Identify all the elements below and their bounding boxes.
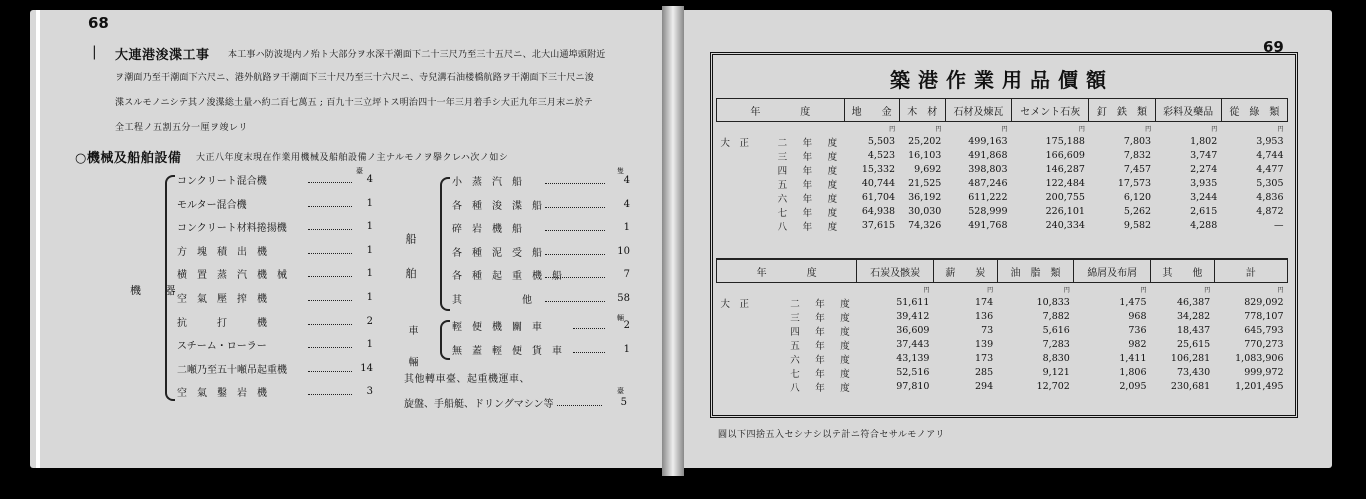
value-cell: 36,609	[896, 325, 930, 336]
value-cell: 10,833	[1036, 297, 1070, 308]
value-cell: 73,430	[1176, 367, 1211, 378]
value-cell: 15,332	[861, 164, 896, 175]
era-spacer	[717, 283, 765, 296]
era-cell	[717, 177, 765, 191]
list-item	[452, 318, 630, 333]
item-count: 10	[617, 245, 630, 257]
yen-unit: 円	[1204, 286, 1211, 294]
leader-dots	[545, 248, 605, 255]
item-name: 小 蒸 汽 船	[452, 177, 522, 188]
value-cell: 9,692	[914, 164, 942, 175]
item-name: 空 氣 鑿 岩 機	[177, 388, 267, 400]
value-cell: 34,282	[1176, 311, 1211, 322]
item-name: モルター混合機	[177, 199, 247, 211]
item-name: 各 種 浚 渫 船	[452, 200, 542, 212]
item-name: スチーム・ローラー	[177, 341, 267, 353]
item-name: 二噸乃至五十噸吊起重機	[177, 364, 287, 376]
value-cell: 97,810	[896, 381, 930, 392]
value-cell: 4,523	[867, 150, 896, 161]
margin-marker: |	[92, 44, 98, 60]
value-cell: 25,202	[908, 136, 942, 147]
value-cell: 398,803	[968, 164, 1008, 175]
item-count: 3	[366, 386, 373, 398]
list-item	[177, 196, 373, 211]
era-cell	[717, 324, 765, 338]
vehicles-label: 車 輛	[406, 325, 417, 367]
value-cell: 5,503	[867, 136, 896, 147]
value-cell: 3,747	[1190, 150, 1218, 161]
item-name: 方 塊 積 出 機	[177, 246, 267, 258]
year-spacer	[765, 283, 857, 296]
leader-dots	[308, 341, 352, 348]
value-cell: 294	[975, 381, 994, 392]
machines-brace	[165, 175, 175, 401]
value-cell: 139	[975, 339, 994, 350]
item-count: 1	[366, 244, 373, 256]
table-row	[717, 366, 1288, 380]
value-cell: 1,475	[1119, 297, 1147, 308]
year-header: 年 度	[717, 99, 845, 122]
yen-unit: 円	[923, 286, 930, 294]
value-cell: 40,744	[861, 178, 896, 189]
value-cell: 36,192	[908, 192, 942, 203]
value-cell: 4,872	[1256, 206, 1284, 217]
item-name: 無 蓋 輕 便 貨 車	[452, 346, 562, 357]
table-row	[717, 177, 1288, 191]
value-cell: 1,201,495	[1235, 381, 1284, 392]
value-cell: 52,516	[896, 367, 930, 378]
column-header: 從 綠 類	[1221, 99, 1287, 122]
table-row	[717, 135, 1288, 149]
value-cell: 6,120	[1123, 192, 1152, 203]
value-cell: 43,139	[896, 353, 930, 364]
year-cell: 三 年 度	[777, 151, 841, 163]
value-cell: 999,972	[1244, 367, 1284, 378]
item-name: 空 氣 壓 搾 機	[177, 294, 267, 305]
item-name: 碎 岩 機 船	[452, 224, 522, 236]
section2-intro: 大正八年度末現在作業用機械及船舶設備ノ主ナルモノヲ擧クレハ次ノ如シ	[196, 153, 509, 163]
item-name: 其 他	[452, 295, 532, 306]
column-header: 彩料及藥品	[1155, 99, 1221, 122]
leader-dots	[557, 399, 602, 406]
list-item	[452, 173, 630, 188]
list-item	[177, 219, 373, 234]
book-spine	[662, 6, 684, 476]
era-cell	[717, 205, 765, 219]
value-cell: 61,704	[861, 192, 896, 203]
column-header: 油 脂 類	[997, 259, 1074, 283]
list-item	[177, 290, 373, 305]
list-item	[452, 267, 630, 282]
yen-unit: 円	[1140, 286, 1147, 294]
value-cell: 1,411	[1119, 353, 1147, 364]
item-count: 1	[623, 344, 630, 355]
table-row	[717, 380, 1288, 394]
other-unit: 臺	[617, 387, 625, 395]
value-cell: 7,832	[1123, 150, 1152, 161]
era-cell	[717, 338, 765, 352]
yen-unit: 円	[889, 125, 896, 133]
column-header: 石材及煉瓦	[945, 99, 1011, 122]
value-cell: 4,288	[1190, 220, 1218, 231]
unit-row	[717, 122, 1288, 135]
value-cell: 2,274	[1190, 164, 1218, 175]
column-header: 地 金	[844, 99, 899, 122]
price-table-1	[716, 98, 1288, 233]
list-item	[177, 172, 373, 187]
value-cell: 645,793	[1244, 325, 1284, 336]
year-cell: 二 年 度	[790, 298, 853, 310]
year-cell: 四 年 度	[790, 326, 853, 338]
leader-dots	[308, 365, 352, 372]
item-count: 7	[623, 269, 630, 281]
value-cell: 968	[1128, 311, 1147, 322]
list-item	[177, 243, 373, 258]
item-count: 4	[623, 198, 630, 210]
leader-dots	[308, 270, 352, 277]
table-row	[717, 324, 1288, 338]
value-cell: —	[1274, 220, 1284, 231]
item-name: コンクリート混合機	[177, 176, 267, 187]
value-cell: 1,806	[1119, 367, 1147, 378]
item-count: 2	[366, 315, 373, 327]
footnote: 圓以下四捨五入セシナシ以テ計ニ符合セサルモノアリ	[718, 430, 945, 440]
yen-unit: 円	[1277, 125, 1284, 133]
table-row	[717, 338, 1288, 352]
value-cell: 166,609	[1045, 150, 1085, 161]
column-header: 其 他	[1151, 259, 1215, 283]
yen-unit: 円	[1078, 125, 1085, 133]
value-cell: 7,457	[1123, 164, 1152, 175]
value-cell: 230,681	[1170, 381, 1211, 392]
column-header: 石炭及骸炭	[857, 259, 934, 283]
item-count: 1	[366, 292, 373, 303]
list-item	[177, 266, 373, 281]
other-equipment-count: 5	[620, 397, 627, 408]
item-count: 1	[366, 268, 373, 280]
value-cell: 491,868	[968, 150, 1008, 161]
item-count: 1	[366, 339, 373, 351]
era-cell	[717, 191, 765, 205]
leader-dots	[308, 223, 352, 230]
table-title: 築港作業用品價額	[890, 67, 1114, 92]
value-cell: 1,802	[1190, 136, 1218, 147]
yen-unit: 円	[1145, 125, 1152, 133]
value-cell: 12,702	[1036, 381, 1070, 392]
leader-dots	[545, 224, 605, 231]
value-cell: 73	[981, 325, 994, 336]
value-cell: 74,326	[908, 220, 942, 231]
leader-dots	[308, 247, 352, 254]
ships-unit: 隻	[617, 167, 625, 175]
item-name: 各 種 起 重 機 船	[452, 271, 562, 283]
table-row	[717, 352, 1288, 366]
leader-dots	[545, 177, 605, 184]
year-spacer	[765, 122, 845, 135]
item-count: 4	[623, 175, 630, 186]
leader-dots	[308, 294, 352, 301]
table-title-row	[716, 58, 1288, 99]
era-cell	[717, 149, 765, 163]
value-cell: 9,582	[1123, 220, 1152, 231]
value-cell: 146,287	[1045, 164, 1085, 175]
year-cell: 八 年 度	[777, 221, 841, 233]
yen-unit: 円	[1001, 125, 1008, 133]
section2-title: ○機械及船舶設備	[75, 151, 182, 166]
ships-brace	[440, 177, 450, 311]
item-count: 4	[366, 174, 373, 185]
value-cell: 136	[975, 311, 994, 322]
year-cell: 六 年 度	[790, 354, 853, 366]
value-cell: 3,935	[1190, 178, 1218, 189]
table-row	[717, 219, 1288, 233]
value-cell: 173	[975, 353, 994, 364]
item-count: 1	[366, 197, 373, 209]
price-table-2	[716, 258, 1288, 394]
value-cell: 528,999	[968, 206, 1008, 217]
year-cell: 四 年 度	[777, 165, 841, 177]
value-cell: 982	[1128, 339, 1147, 350]
column-header: 薪 炭	[933, 259, 997, 283]
item-count: 2	[623, 320, 630, 331]
value-cell: 491,768	[968, 220, 1008, 231]
year-cell: 二 年 度	[777, 137, 841, 149]
value-cell: 829,092	[1244, 297, 1284, 308]
value-cell: 18,437	[1176, 325, 1211, 336]
other-equipment-item	[404, 395, 627, 410]
machines-label: 機 器	[130, 284, 176, 297]
value-cell: 17,573	[1117, 178, 1152, 189]
ships-label: 船 舶	[404, 233, 417, 279]
value-cell: 1,083,906	[1235, 353, 1284, 364]
leader-dots	[308, 318, 352, 325]
yen-unit: 円	[987, 286, 994, 294]
value-cell: 4,836	[1256, 192, 1284, 203]
section1-line4: 全工程ノ五割五分一厘ヲ竣レリ	[115, 123, 249, 133]
list-item	[177, 384, 373, 399]
list-item	[452, 342, 630, 357]
list-item	[452, 220, 630, 235]
item-name: 輕 便 機 關 車	[452, 322, 542, 333]
section1-line3: 渫スルモノニシテ其ノ浚渫総土量ハ約二百七萬五 ; 百九十三立坪トス明治四十一年三月着手シ大正九年三月末ニ於テ	[115, 98, 593, 108]
value-cell: 778,107	[1244, 311, 1284, 322]
item-count: 1	[623, 222, 630, 234]
value-cell: 3,953	[1256, 136, 1284, 147]
value-cell: 175,188	[1045, 136, 1085, 147]
year-cell: 八 年 度	[790, 382, 853, 394]
page-number-right: 69	[1263, 38, 1284, 56]
value-cell: 7,283	[1042, 339, 1070, 350]
leader-dots	[308, 200, 352, 207]
item-name: 横 置 蒸 汽 機 械	[177, 270, 287, 282]
list-item	[452, 244, 630, 259]
value-cell: 9,121	[1042, 367, 1070, 378]
leader-dots	[573, 322, 605, 329]
column-header: 綿屑及布屑	[1074, 259, 1151, 283]
era-cell	[717, 163, 765, 177]
column-header: 計	[1214, 259, 1287, 283]
vehicles-brace	[440, 320, 450, 360]
column-header: セメント石灰	[1012, 99, 1089, 122]
yen-unit: 円	[1211, 125, 1218, 133]
section1-line2: ヲ潮面乃至干潮面下六尺ニ、港外航路ヲ干潮面下三十尺乃至三十六尺ニ、寺兒溝石油楼橋航路ヲ干潮面下三十尺ニ浚	[115, 73, 594, 83]
value-cell: 7,803	[1123, 136, 1152, 147]
list-item	[177, 314, 373, 329]
value-cell: 5,262	[1123, 206, 1152, 217]
value-cell: 21,525	[908, 178, 942, 189]
value-cell: 2,095	[1119, 381, 1147, 392]
value-cell: 122,484	[1045, 178, 1085, 189]
unit-row	[717, 283, 1288, 296]
era-cell	[717, 380, 765, 394]
leader-dots	[573, 346, 605, 353]
list-item	[177, 337, 373, 352]
value-cell: 499,163	[968, 136, 1008, 147]
yen-unit: 円	[935, 125, 942, 133]
machines-unit: 臺	[356, 167, 364, 175]
year-cell: 三 年 度	[790, 312, 853, 324]
item-name: 抗 打 機	[177, 317, 267, 329]
leader-dots	[545, 271, 605, 278]
table-row	[717, 205, 1288, 219]
value-cell: 611,222	[968, 192, 1008, 203]
value-cell: 30,030	[908, 206, 942, 217]
value-cell: 487,246	[968, 178, 1008, 189]
value-cell: 39,412	[896, 311, 930, 322]
value-cell: 200,755	[1045, 192, 1085, 203]
page-number-left: 68	[88, 14, 109, 32]
leader-dots	[545, 201, 605, 208]
table-row	[717, 310, 1288, 324]
list-item	[452, 291, 630, 306]
value-cell: 770,273	[1244, 339, 1284, 350]
item-count: 14	[360, 362, 373, 374]
value-cell: 174	[975, 297, 994, 308]
value-cell: 37,443	[896, 339, 930, 350]
item-count: 1	[366, 221, 373, 233]
value-cell: 3,244	[1190, 192, 1218, 203]
era-spacer	[717, 122, 765, 135]
list-item	[177, 361, 373, 376]
page-edge	[36, 10, 40, 468]
year-cell: 七 年 度	[790, 368, 853, 380]
table-row	[717, 296, 1288, 310]
year-cell: 六 年 度	[777, 193, 841, 205]
column-header: 木 材	[899, 99, 945, 122]
value-cell: 46,387	[1176, 297, 1211, 308]
leader-dots	[308, 388, 352, 395]
item-name: コンクリート材料捲揚機	[177, 223, 287, 235]
value-cell: 736	[1128, 325, 1147, 336]
value-cell: 5,616	[1042, 325, 1070, 336]
value-cell: 4,744	[1256, 150, 1284, 161]
year-header: 年 度	[717, 259, 857, 283]
era-cell	[717, 310, 765, 324]
table-row	[717, 163, 1288, 177]
era-cell	[717, 366, 765, 380]
other-equipment-line: 其他轉車臺、起重機運車、	[404, 374, 530, 385]
yen-unit: 円	[1277, 286, 1284, 294]
value-cell: 285	[975, 367, 994, 378]
era-cell: 大 正	[720, 137, 750, 149]
table-row	[717, 149, 1288, 163]
value-cell: 226,101	[1045, 206, 1085, 217]
value-cell: 25,615	[1176, 339, 1211, 350]
value-cell: 2,615	[1190, 206, 1218, 217]
value-cell: 106,281	[1170, 353, 1211, 364]
era-cell	[717, 219, 765, 233]
value-cell: 240,334	[1045, 220, 1085, 231]
year-cell: 七 年 度	[777, 207, 841, 219]
list-item	[452, 197, 630, 212]
value-cell: 8,830	[1042, 353, 1070, 364]
year-cell: 五 年 度	[777, 179, 841, 191]
leader-dots	[308, 176, 352, 183]
item-name: 各 種 泥 受 船	[452, 247, 542, 259]
vehicles-unit: 輛	[617, 314, 625, 322]
table-row	[717, 191, 1288, 205]
other-equipment-name: 旋盤、手船艇、ドリングマシン等	[404, 399, 554, 410]
section1-line1: 本工事ハ防波堤内ノ殆ト大部分ヲ水深干潮面下二十三尺乃至三十五尺ニ、北大山通埠頭附近	[228, 50, 606, 60]
section1-title: 大連港浚渫工事	[115, 48, 210, 63]
value-cell: 51,611	[896, 297, 930, 308]
year-cell: 五 年 度	[790, 340, 853, 352]
era-cell: 大 正	[720, 298, 750, 310]
value-cell: 64,938	[861, 206, 896, 217]
value-cell: 5,305	[1256, 178, 1284, 189]
item-count: 58	[617, 293, 630, 304]
value-cell: 16,103	[908, 150, 942, 161]
column-header: 釘 鉄 類	[1089, 99, 1155, 122]
value-cell: 7,882	[1042, 311, 1070, 322]
leader-dots	[545, 295, 605, 302]
yen-unit: 円	[1063, 286, 1070, 294]
value-cell: 4,477	[1256, 164, 1284, 175]
value-cell: 37,615	[861, 220, 896, 231]
era-cell	[717, 352, 765, 366]
